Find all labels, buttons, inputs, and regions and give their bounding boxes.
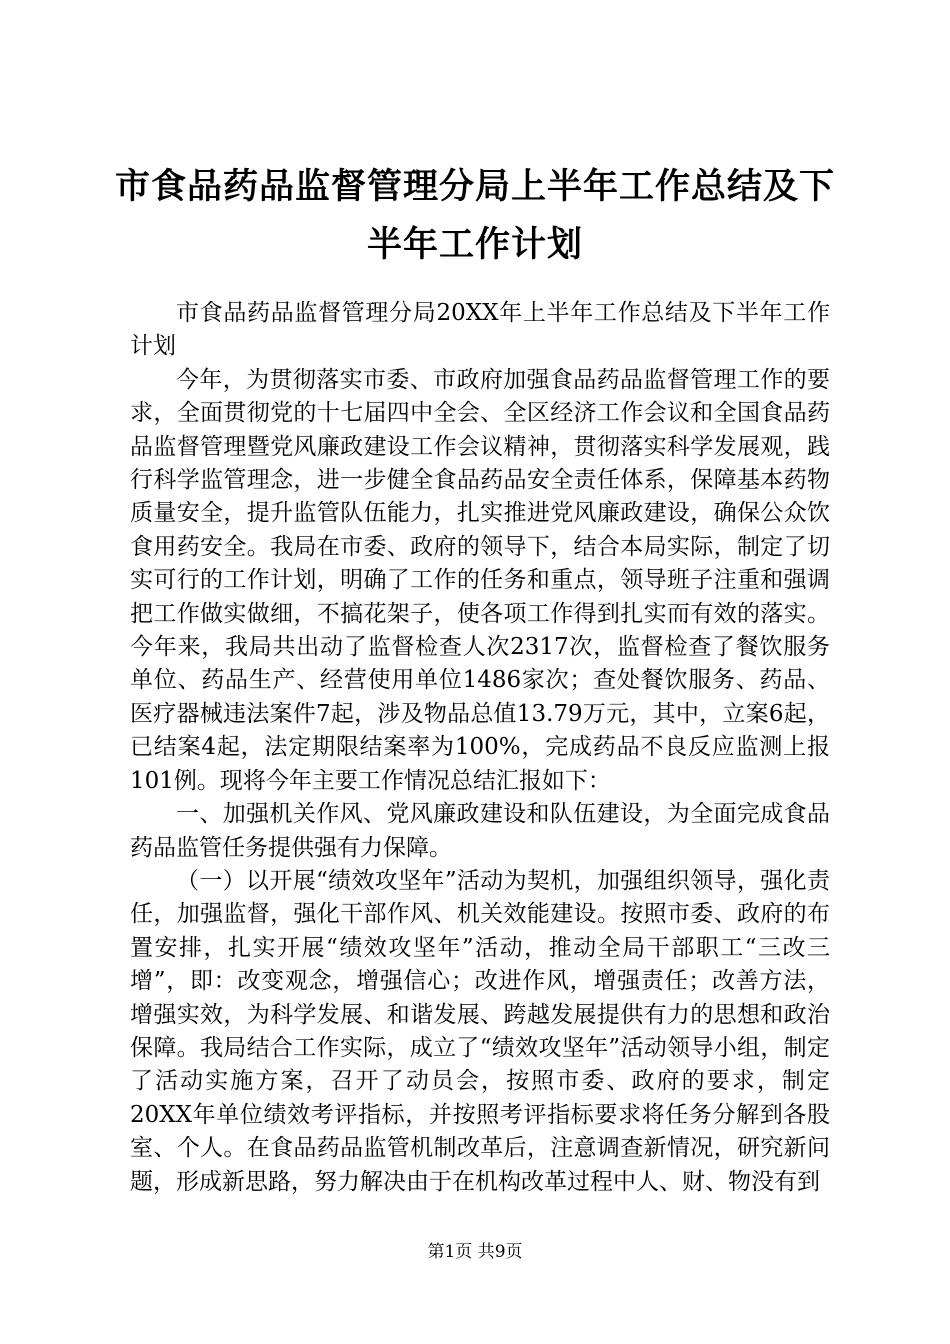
- paragraph-subtitle: 市食品药品监督管理分局20XX年上半年工作总结及下半年工作计划: [130, 300, 830, 360]
- document-body: [130, 297, 830, 1199]
- paragraph-subsection-1: （一）以开展“绩效攻坚年”活动为契机，加强组织领导，强化责任，加强监督，强化干部作风、机关效能建设。按照市委、政府的布置安排，扎实开展“绩效攻坚年”活动，推动全局干部职工“三改三增”，即：改变观念，增强信心；改进作风，增强责任；改善方法，增强实效，为科学发展、和谐发展、跨越发展提供有力的思想和政治保障。我局结合工作实际，成立了“绩效攻坚年”活动领导小组，制定了活动实施方案，召开了动员会，按照市委、政府的要求，制定20XX年单位绩效考评指标，并按照考评指标要求将任务分解到各股室、个人。在食品药品监管机制改革后，注意调查新情况，研究新问题，形成新思路，努力解决由于在机构改革过程中人、财、物没有到: [130, 867, 830, 1195]
- document-title: 市食品药品监督管理分局上半年工作总结及下半年工作计划: [114, 166, 835, 265]
- paragraph-intro: 今年，为贯彻落实市委、市政府加强食品药品监督管理工作的要求，全面贯彻党的十七届四中全会、全区经济工作会议和全国食品药品监督管理暨党风廉政建设工作会议精神，贯彻落实科学发展观，践行科学监管理念，进一步健全食品药品安全责任体系，保障基本药物质量安全，提升监管队伍能力，扎实推进党风廉政建设，确保公众饮食用药安全。我局在市委、政府的领导下，结合本局实际，制定了切实可行的工作计划，明确了工作的任务和重点，领导班子注重和强调把工作做实做细，不搞花架子，使各项工作得到扎实而有效的落实。今年来，我局共出动了监督检查人次2317次，监督检查了餐饮服务单位、药品生产、经营使用单位1486家次；查处餐饮服务、药品、医疗器械违法案件7起，涉及物品总值13.79万元，其中，立案6起，已结案4起，法定期限结案率为100%，完成药品不良反应监测上报101例。现将今年主要工作情况总结汇报如下：: [130, 366, 830, 794]
- paragraph-section-1-heading: 一、加强机关作风、党风廉政建设和队伍建设，为全面完成食品药品监管任务提供强有力保障。: [130, 801, 830, 861]
- page-number-footer: 第1页 共9页: [427, 1242, 523, 1262]
